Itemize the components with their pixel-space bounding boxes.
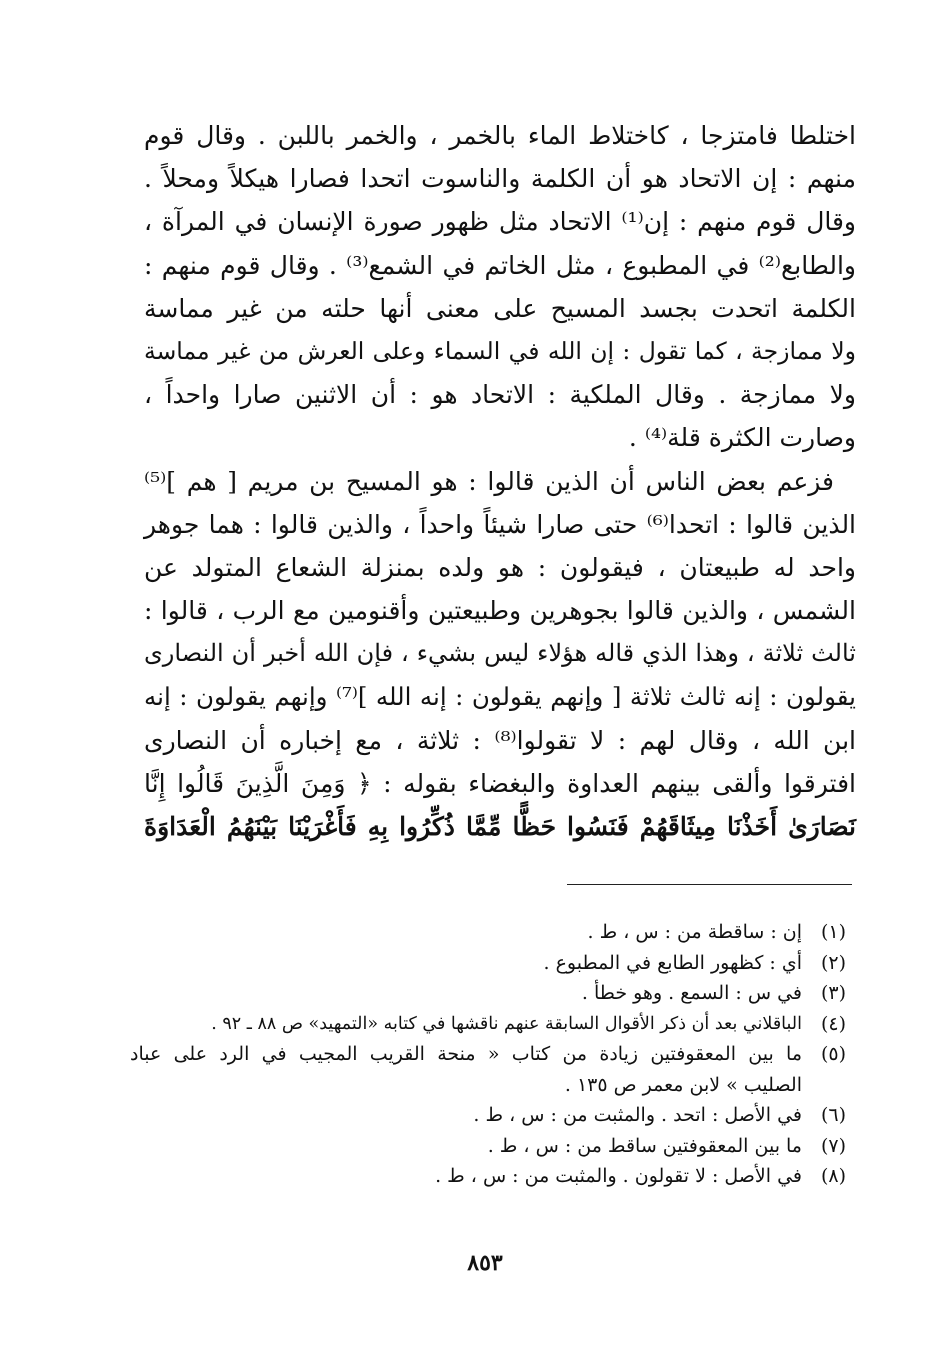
text-line: ثالث ثلاثة ، وهذا الذي قاله هؤلاء ليس بشيء ، فإن الله أخبر أن النصارى [144,639,856,668]
footnote [130,948,848,979]
footnote-text [130,917,802,948]
footnote-number: (٧) [820,1134,846,1157]
footnote-line: في الأصل : لا تقولون . والمثبت من : س ، ط . [435,1165,802,1187]
footnote-text [130,948,802,979]
footnote-text [130,1161,802,1192]
footnote-text [130,1039,802,1100]
footnote [130,1161,848,1192]
text-line: وقال قوم منهم : إن⁽¹⁾ الاتحاد مثل ظهور صورة الإنسان في المرآة ، [144,207,856,237]
text-line: الكلمة اتحدت بجسد المسيح على معنى أنها حلته من غير مماسة [144,293,856,323]
footnote-text [130,1131,802,1162]
text-line: ابن الله ، وقال لهم : لا تقولوا⁽⁸⁾ : ثلاثة ، مع إخباره أن النصارى [144,725,856,755]
text-line: الذين قالوا : اتحدا⁽⁶⁾ حتى صارا شيئاً واحداً ، والذين قالوا : هما جوهر [144,509,857,539]
footnote-number: (٥) [820,1043,846,1065]
footnote-text [130,1100,802,1131]
text-line: يقولون : إنه ثالث ثلاثة [ وإنهم يقولون : إنه الله ]⁽⁷⁾ وإنهم يقولون : إنه [144,682,856,712]
footnote-number: (٣) [820,982,846,1004]
main-text [144,114,856,848]
footnote-text [130,978,802,1009]
footnote-text [130,1009,802,1040]
quran-verse-line: نَصَارَىٰ أَخَذْنَا مِيثَاقَهُمْ فَنَسُوا حَظًّا مِّمَّا ذُكِّرُوا بِهِ فَأَغْرَيْنَا بَيْنَهُمُ الْعَدَاوَةَ [144,812,856,841]
text-line: واحد له طبيعتان ، فيقولون : هو ولده بمنزلة الشعاع المتولد عن [144,552,856,582]
footnote [130,1100,848,1131]
text-line: وصارت الكثرة قلة⁽⁴⁾ . [628,423,856,453]
text-line: ولا ممازجة ، كما تقول : إن الله في السماء وعلى العرش من غير مماسة [144,336,856,365]
text-line: منهم : إن الاتحاد هو أن الكلمة والناسوت اتحدا فصارا هيكلاً ومحلاً . [144,164,856,194]
footnote [130,1009,848,1040]
footnote-line: في س : السمع . وهو خطأ . [581,982,802,1004]
footnote-line: الباقلاني بعد أن ذكر الأقوال السابقة عنهم ناقشها في كتابه «التمهيد» ص ٨٨ ـ ٩٢ . [211,1013,802,1034]
footnote-line: أي : كظهور الطابع في المطبوع . [543,951,802,974]
page-number: ٨٥٣ [467,1250,503,1276]
footnote-line: الصليب » لابن معمر ص ١٣٥ . [564,1073,802,1096]
footnote-separator [567,884,852,885]
footnote [130,978,848,1009]
footnote-number: (٦) [820,1104,846,1126]
footnote-number: (٢) [820,951,846,974]
text-line: اختلطا فامتزجا ، كاختلاط الماء بالخمر ، والخمر باللبن . وقال قوم [144,121,856,150]
footnote-line: ما بين المعقوفتين زيادة من كتاب « منحة القريب المجيب في الرد على عباد [130,1043,802,1065]
footnote-line: إن : ساقطة من : س ، ط . [587,921,802,943]
footnote-line: في الأصل : اتحد . والمثبت من : س ، ط . [473,1104,802,1126]
text-line: ولا ممازجة . وقال الملكية : الاتحاد هو : أن الاثنين صارا واحداً ، [144,380,856,410]
footnote-number: (٨) [820,1165,846,1187]
text-line: فزعم بعض الناس أن الذين قالوا : هو المسيح بن مريم [ هم ]⁽⁵⁾ [144,466,834,496]
text-line: الشمس ، والذين قالوا بجوهرين وطبيعتين وأقنومين مع الرب ، قالوا : [144,596,856,626]
footnote-number: (١) [820,921,846,943]
footnote [130,917,848,948]
footnote [130,1039,848,1100]
footnote [130,1131,848,1162]
footnote-number: (٤) [820,1012,846,1035]
footnotes [130,917,848,1192]
text-line: افترقوا وألقى بينهم العداوة والبغضاء بقوله : ﴿ وَمِنَ الَّذِينَ قَالُوا إِنَّا [144,768,856,798]
footnote-line: ما بين المعقوفتين ساقط من : س ، ط . [487,1134,802,1157]
text-line: والطابع⁽²⁾ في المطبوع ، مثل الخاتم في الشمع⁽³⁾ . وقال قوم منهم : [144,250,856,280]
